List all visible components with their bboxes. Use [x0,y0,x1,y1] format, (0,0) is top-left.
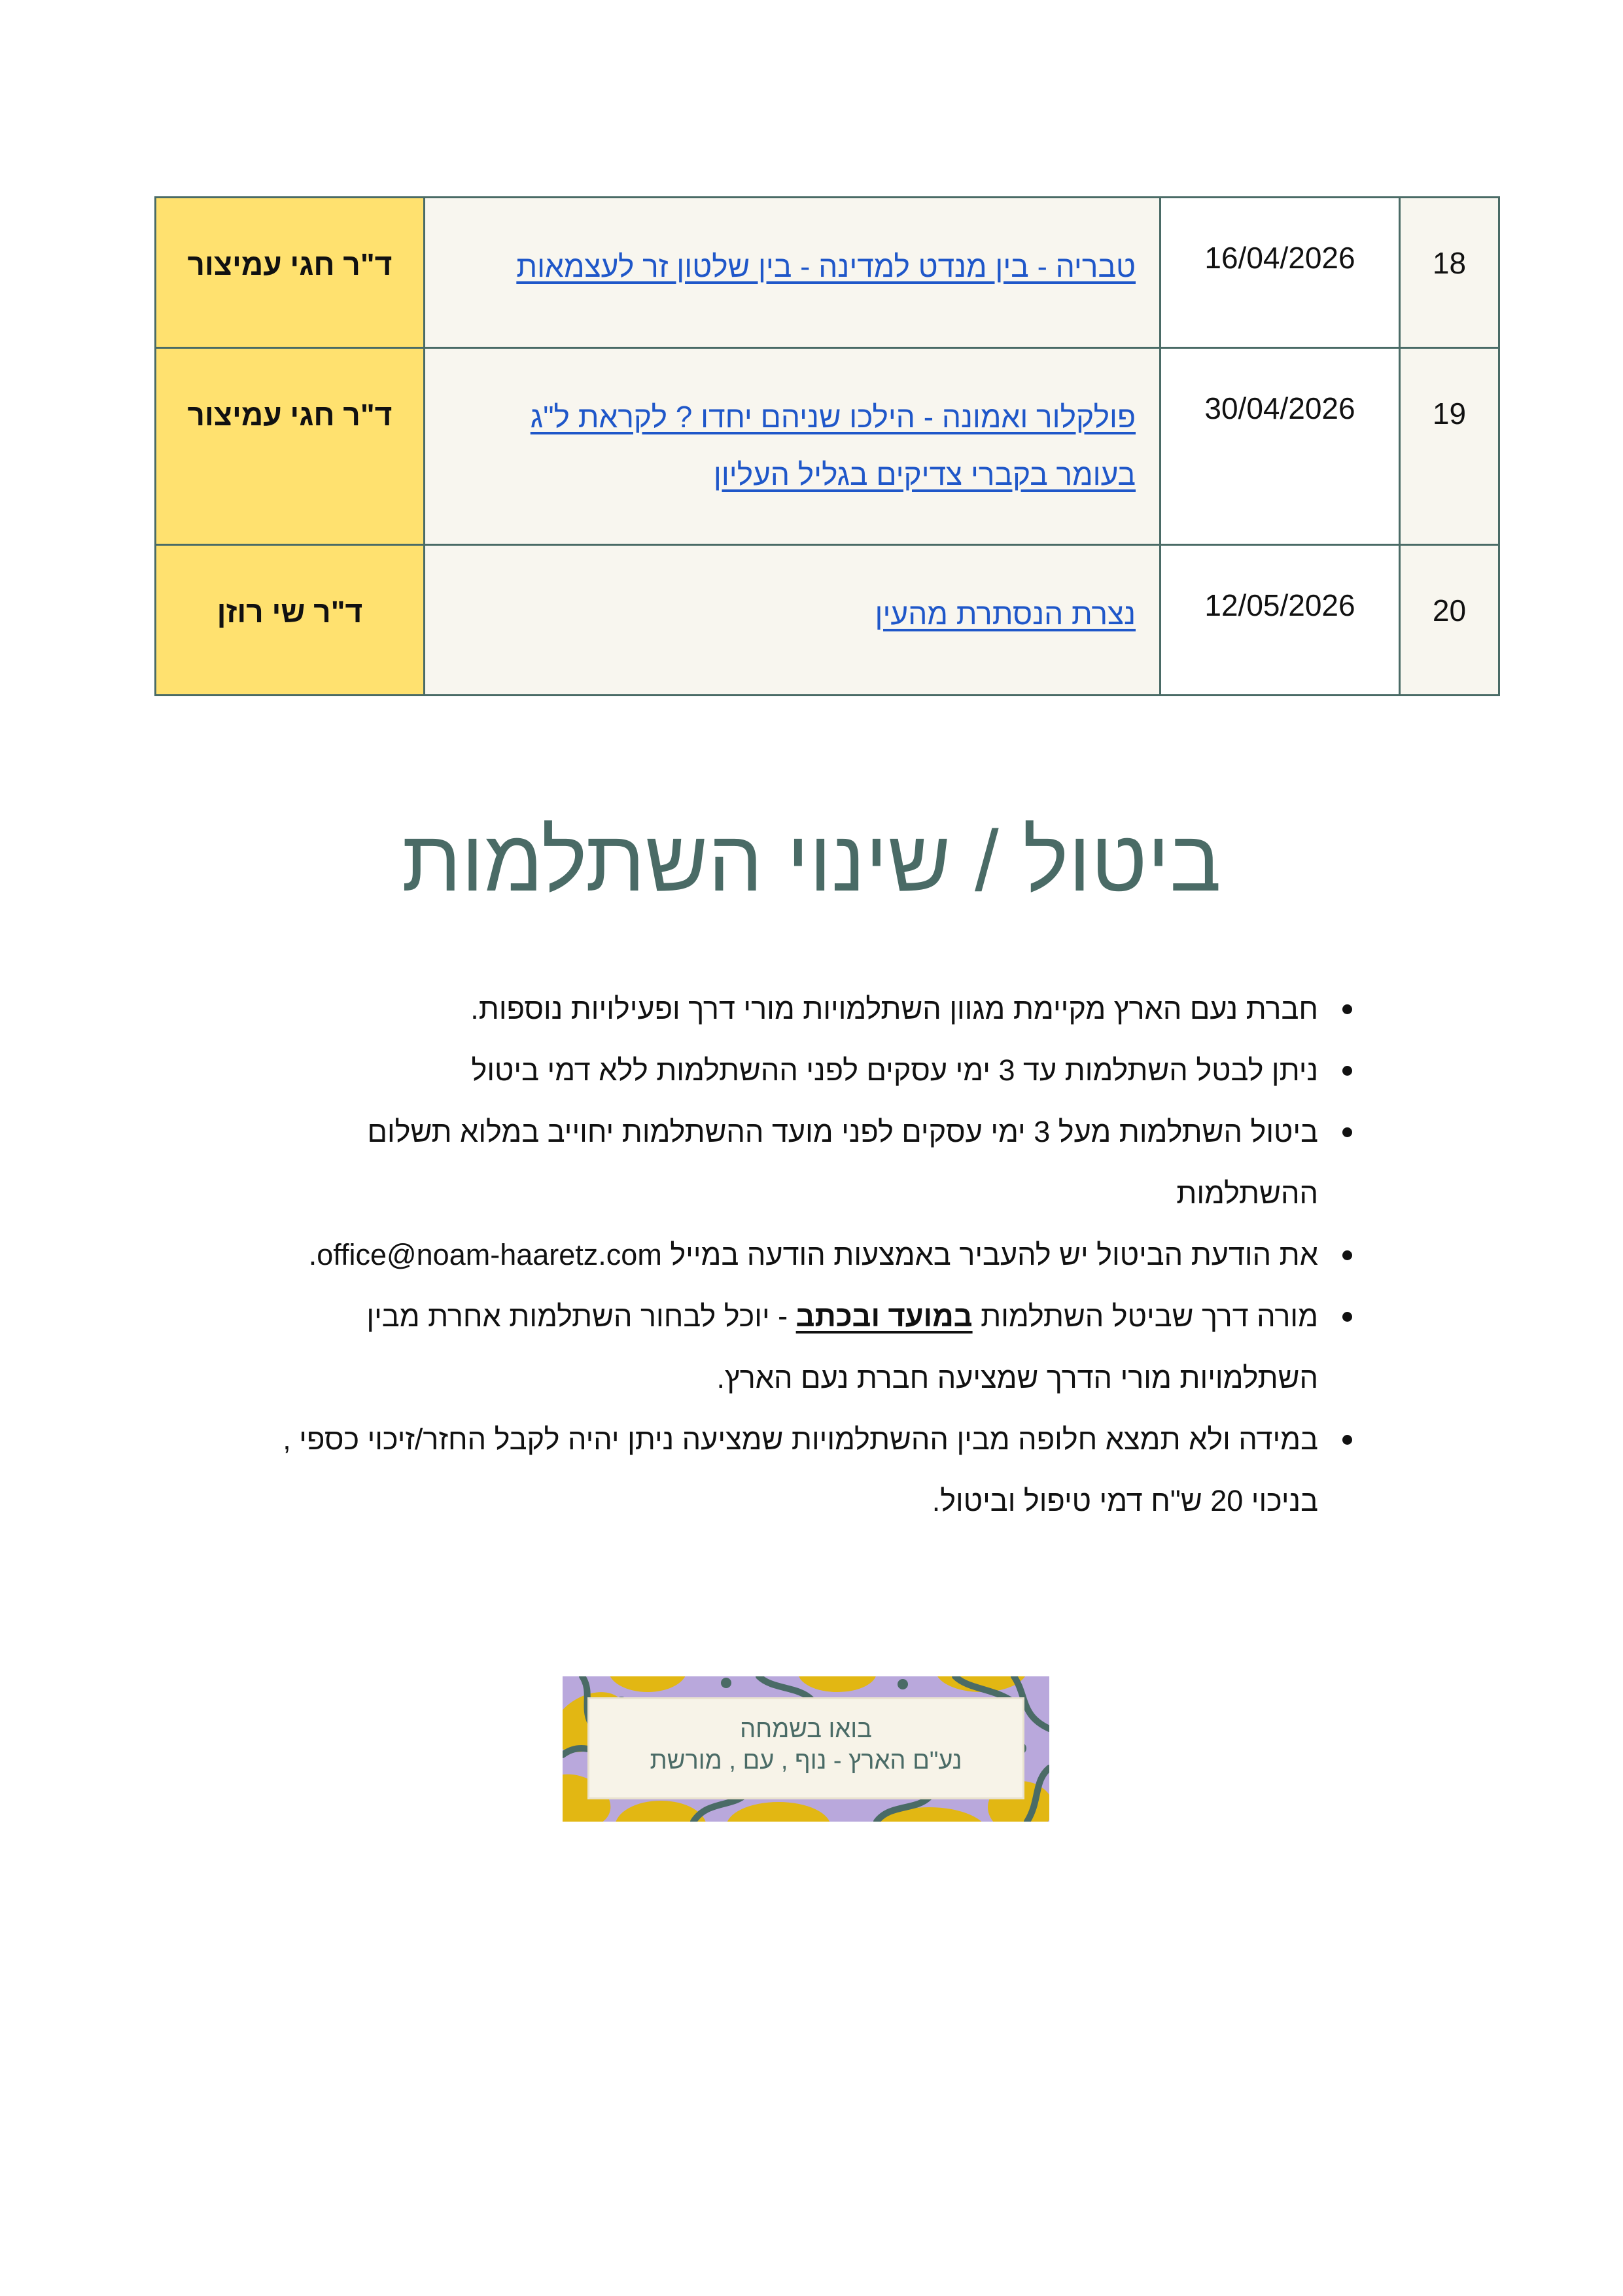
list-item: את הודעת הביטול יש להעביר באמצעות הודעה במייל office@noam-haaretz.com. [236,1224,1318,1286]
date-cell [1161,348,1400,545]
banner-line: בואו בשמחה [740,1716,872,1743]
session-date: 30/04/2026 [1204,391,1355,425]
cancellation-policy-list [236,978,1353,1532]
lecturer-name: ד"ר שי רוזן [217,595,363,629]
item-text: - יוכל לבחור השתלמות אחרת מבין השתלמויות מורי הדרך שמציעה חברת נעם הארץ. [366,1299,1318,1394]
lecturer-cell [156,545,425,696]
session-number: 20 [1432,593,1467,627]
list-item [236,1286,1318,1409]
session-date: 12/05/2026 [1204,588,1355,622]
list-item: במידה ולא תמצא חלופה מבין ההשתלמויות שמציעה ניתן יהיה לקבל החזר/זיכוי כספי , בניכוי 20 ש"ח דמי טיפול וביטול. [236,1409,1318,1532]
topic-line: בעומר בקברי צדיקים בגליל העליון [713,457,1136,491]
table-row [156,348,1499,545]
list-item: ביטול השתלמות מעל 3 ימי עסקים לפני מועד ההשתלמות יחוייב במלוא תשלום ההשתלמות [236,1101,1318,1224]
session-date: 16/04/2026 [1204,241,1355,275]
banner-card [587,1697,1024,1799]
list-item: חברת נעם הארץ מקיימת מגוון השתלמויות מורי דרך ופעילויות נוספות. [236,978,1318,1040]
table-row [156,545,1499,696]
topic-line: פולקלור ואמונה - הילכו שניהם יחדו ? לקראת ל"ג [530,400,1136,434]
lecturer-cell [156,198,425,348]
lecturer-name: ד"ר חגי עמיצור [187,398,393,432]
emphasis-text: במועד ובכתב [795,1299,973,1333]
topic-cell [425,198,1161,348]
number-cell [1400,198,1499,348]
table-row [156,198,1499,348]
number-cell [1400,545,1499,696]
lecturer-cell [156,348,425,545]
topic-line: נצרת הנסתרת מהעין [875,597,1136,631]
item-text: מורה דרך שביטל השתלמות [972,1299,1318,1333]
section-title: ביטול / שינוי השתלמות [402,813,1221,909]
lecturer-name: ד"ר חגי עמיצור [187,247,393,281]
schedule-table [154,196,1500,696]
session-number: 19 [1432,397,1467,431]
banner-tagline: נע"ם הארץ - נוף , עם , מורשת [650,1747,962,1775]
topic-cell [425,545,1161,696]
date-cell [1161,198,1400,348]
number-cell [1400,348,1499,545]
topic-link[interactable] [531,400,1136,491]
footer-banner [563,1676,1049,1822]
session-number: 18 [1432,246,1467,280]
topic-cell [425,348,1161,545]
date-cell [1161,545,1400,696]
topic-line: טבריה - בין מנדט למדינה - בין שלטון זר לעצמאות [516,249,1136,283]
topic-link[interactable] [875,597,1136,631]
list-item: ניתן לבטל השתלמות עד 3 ימי עסקים לפני ההשתלמות ללא דמי ביטול [236,1040,1318,1101]
topic-link[interactable] [516,249,1136,283]
